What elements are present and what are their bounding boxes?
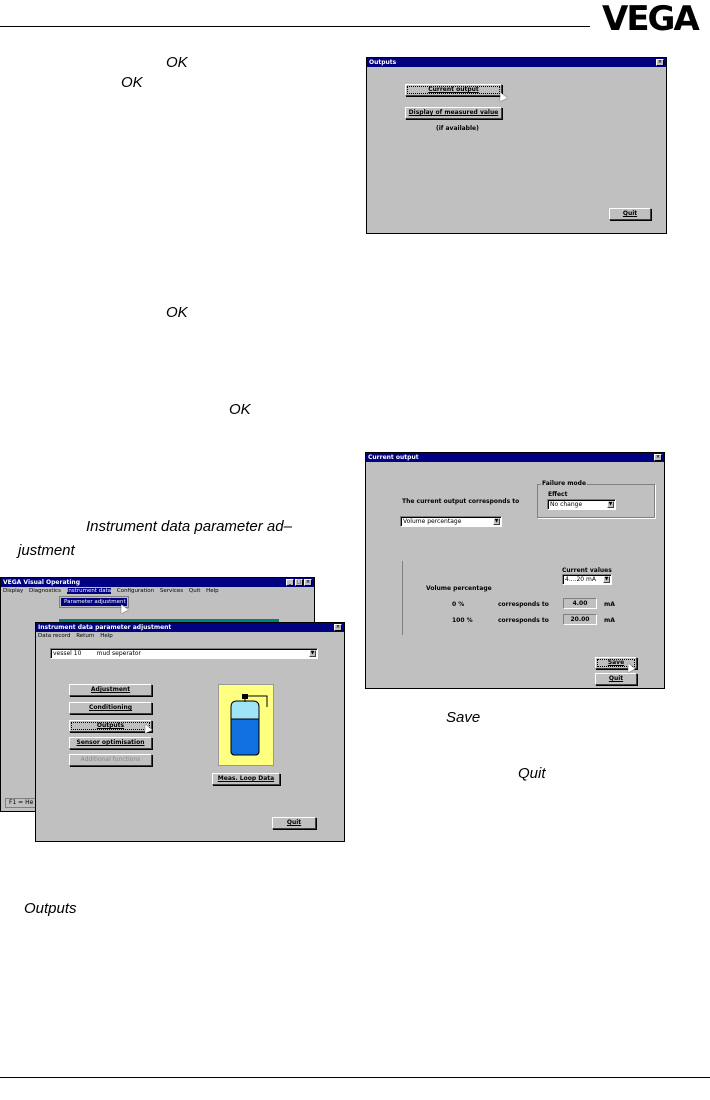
row1-value-field[interactable]: 4.00: [563, 598, 597, 609]
row1-unit: mA: [604, 601, 615, 608]
display-measured-value-button[interactable]: Display of measured value: [405, 107, 502, 119]
outputs-titlebar: [367, 58, 666, 67]
parameter-window: [35, 622, 345, 842]
ok-text-4: OK: [229, 401, 251, 418]
menu-services[interactable]: Services: [159, 588, 184, 594]
row1-percent: 0 %: [452, 601, 465, 608]
close-icon[interactable]: ×: [305, 579, 311, 585]
chevron-down-icon[interactable]: ▼: [604, 576, 609, 582]
menu-diagnostics[interactable]: Diagnostics: [29, 588, 61, 594]
current-range-value: 4....20 mA: [565, 576, 596, 583]
if-available-label: (if available): [436, 125, 479, 132]
current-titlebar: [366, 453, 664, 462]
corresponds-label: The current output corresponds to: [402, 498, 520, 505]
outputs-button[interactable]: Outputs: [69, 720, 152, 732]
quit-text: Quit: [518, 765, 546, 782]
close-icon[interactable]: ×: [655, 454, 661, 460]
row2-unit: mA: [604, 617, 615, 624]
volume-percentage-label: Volume percentage: [426, 585, 492, 592]
vessel-graphic: [218, 684, 274, 766]
close-icon[interactable]: ×: [335, 624, 341, 630]
ok-text-1: OK: [166, 54, 188, 71]
minimize-icon[interactable]: _: [286, 579, 294, 586]
param-menubar: [36, 632, 344, 641]
adjustment-button[interactable]: Adjustment: [69, 684, 152, 696]
outputs-text: Outputs: [24, 900, 77, 917]
chevron-down-icon[interactable]: ▼: [494, 518, 499, 524]
close-icon[interactable]: ×: [657, 59, 663, 65]
submenu-parameter-adjustment[interactable]: Parameter adjustment: [61, 598, 127, 606]
effect-select[interactable]: [547, 499, 616, 510]
additional-functions-button[interactable]: Additional functions: [69, 754, 152, 766]
chevron-down-icon[interactable]: ▼: [310, 650, 315, 656]
menu-data-record[interactable]: Data record: [38, 633, 71, 639]
failure-mode-label: Failure mode: [542, 480, 587, 487]
row1-corresponds: corresponds to: [498, 601, 549, 608]
row2-value-field[interactable]: 20.00: [563, 614, 597, 625]
menu-configuration[interactable]: Configuration: [116, 588, 155, 594]
current-output-button[interactable]: Current output: [405, 84, 502, 96]
ok-text-3: OK: [166, 304, 188, 321]
current-quit-button[interactable]: Quit: [595, 673, 637, 685]
vessel-select[interactable]: [50, 648, 318, 659]
row2-corresponds: corresponds to: [498, 617, 549, 624]
corresponds-value: Volume percentage: [403, 518, 462, 525]
row2-percent: 100 %: [452, 617, 473, 624]
menu-quit[interactable]: Quit: [188, 588, 201, 594]
vessel-value: vessel 10 mud seperator: [53, 650, 141, 657]
menu-help[interactable]: Help: [206, 588, 219, 594]
ok-text-2: OK: [121, 74, 143, 91]
main-title: VEGA Visual Operating: [3, 579, 80, 586]
menu-display[interactable]: Display: [3, 588, 24, 594]
menu-help[interactable]: Help: [100, 633, 113, 639]
meas-loop-data-button[interactable]: Meas. Loop Data: [212, 773, 280, 785]
corresponds-select[interactable]: [400, 516, 502, 527]
effect-label: Effect: [548, 491, 568, 498]
outputs-title: Outputs: [369, 59, 397, 66]
main-menubar: [1, 587, 314, 596]
footer-rule: [0, 1077, 710, 1078]
chevron-down-icon[interactable]: ▼: [608, 501, 613, 507]
cursor-icon: [497, 91, 508, 102]
status-bar: F1 = He: [5, 798, 45, 808]
tank-icon: [219, 685, 275, 767]
save-text: Save: [446, 709, 481, 726]
menu-return[interactable]: Return: [76, 633, 95, 639]
outputs-quit-button[interactable]: Quit: [609, 208, 651, 220]
param-titlebar: [36, 623, 344, 632]
main-titlebar: [1, 578, 314, 587]
effect-value: No change: [550, 501, 583, 508]
instr-text-line2: justment: [18, 542, 75, 559]
maximize-icon[interactable]: □: [296, 579, 302, 585]
menu-instrument-data[interactable]: Instrument data: [66, 588, 112, 594]
outputs-window: [366, 57, 667, 234]
save-button[interactable]: Save: [595, 657, 637, 669]
conditioning-button[interactable]: Conditioning: [69, 702, 152, 714]
header-rule: [0, 26, 590, 27]
current-title: Current output: [368, 454, 419, 461]
current-range-select[interactable]: [562, 574, 612, 585]
instr-text-line1: Instrument data parameter ad–: [86, 518, 292, 535]
param-quit-button[interactable]: Quit: [272, 817, 316, 829]
sensor-optimisation-button[interactable]: Sensor optimisation: [69, 737, 152, 749]
param-title: Instrument data parameter adjustment: [38, 624, 172, 631]
current-values-label: Current values: [562, 567, 612, 574]
current-output-window: [365, 452, 665, 689]
vega-logo: VEGA: [602, 0, 698, 39]
